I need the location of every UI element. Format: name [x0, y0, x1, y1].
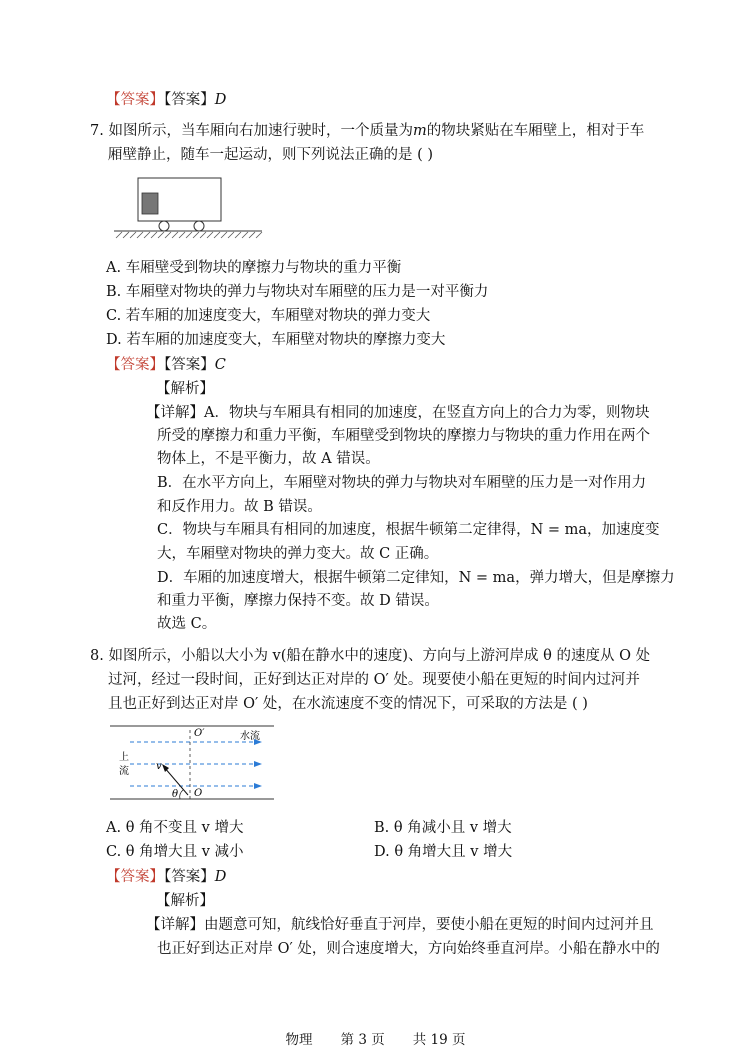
q7-stem-mass: m: [412, 123, 427, 139]
q8-option-b: B. θ 角减小且 v 增大: [374, 820, 512, 836]
wheel-left: [159, 221, 169, 231]
q7-option-a: A. 车厢壁受到物块的摩擦力与物块的重力平衡: [106, 260, 402, 276]
answer-tag: 【答案】: [106, 869, 164, 885]
wheel-right: [194, 221, 204, 231]
q8-analysis-label: 【解析】: [156, 893, 214, 909]
q7-detail-line: 所受的摩擦力和重力平衡，车厢壁受到物块的摩擦力与物块的重力作用在两个: [157, 428, 650, 444]
upstream-label-1: 上: [119, 752, 129, 763]
q7-detail-line: 故选 C。: [157, 616, 217, 632]
answer-tag: 【答案】: [106, 92, 164, 108]
q8-option-a: A. θ 角不变且 v 增大: [106, 820, 244, 836]
answer-label: 【答案】: [164, 357, 215, 373]
footer-subject: 物理: [285, 1032, 313, 1048]
q7-detail-line: D．车厢的加速度增大，根据牛顿第二定律知，N = ma，弹力增大，但是摩擦力: [157, 570, 675, 586]
q8-option-d: D. θ 角增大且 v 增大: [374, 844, 513, 860]
answer-label: 【答案】: [164, 92, 215, 108]
q8-stem-line3: 且也正好到达正对岸 O′ 处，在水流速度不变的情况下，可采取的方法是 ( ): [108, 696, 588, 712]
flow-label: 水流: [240, 731, 260, 742]
q7-stem-line2: 厢壁静止，随车一起运动，则下列说法正确的是 ( ): [108, 147, 434, 163]
q7-stem-line1: [90, 121, 644, 141]
q7-truck-figure: [112, 176, 268, 240]
answer-value: C: [214, 357, 226, 373]
q7-detail-line: 和重力平衡，摩擦力保持不变。故 D 错误。: [157, 593, 439, 609]
theta-arc: [180, 790, 183, 799]
q8-detail-line: 也正好到达正对岸 O′ 处，则合速度增大，方向始终垂直河岸。小船在静水中的: [157, 941, 660, 957]
o-label: O: [194, 788, 203, 799]
block-mass: [142, 193, 158, 214]
q8-river-figure: [108, 722, 278, 804]
theta-label: θ: [172, 789, 179, 800]
footer-total: 共 19 页: [412, 1032, 466, 1048]
q7-detail-line: 大，车厢壁对物块的弹力变大。故 C 正确。: [157, 546, 439, 562]
q7-detail-line: 【详解】A．物块与车厢具有相同的加速度，在竖直方向上的合力为零，则物块: [146, 405, 650, 421]
page-footer: [0, 1028, 751, 1048]
q8-option-c: C. θ 角增大且 v 减小: [106, 844, 244, 860]
answer-label: 【答案】: [164, 869, 215, 885]
q7-option-d: D. 若车厢的加速度变大，车厢壁对物块的摩擦力变大: [106, 332, 446, 348]
answer-value: D: [214, 92, 227, 108]
answer-value: D: [214, 869, 227, 885]
top-answer-line: [106, 90, 226, 110]
q8-stem-line2: 过河，经过一段时间，正好到达正对岸的 O′ 处。现要使小船在更短的时间内过河并: [108, 672, 640, 688]
flow-lines: [130, 742, 256, 786]
q7-detail-line: 和反作用力。故 B 错误。: [157, 499, 322, 515]
q7-option-c: C. 若车厢的加速度变大，车厢壁对物块的弹力变大: [106, 308, 431, 324]
o-prime-label: O′: [194, 728, 205, 739]
q8-answer-line: [106, 867, 226, 887]
answer-tag: 【答案】: [106, 357, 164, 373]
q7-analysis-label: 【解析】: [156, 381, 214, 397]
q8-stem-line1: 8. 如图所示，小船以大小为 v(船在静水中的速度)、方向与上游河岸成 θ 的速度从 O 处: [90, 648, 651, 664]
q7-stem-text-b: 的物块紧贴在车厢壁上，相对于车: [426, 123, 645, 139]
q7-stem-text: 7. 如图所示，当车厢向右加速行驶时，一个质量为: [90, 123, 413, 139]
velocity-arrowhead: [162, 764, 169, 772]
footer-page: 第 3 页: [340, 1032, 385, 1048]
q7-answer-line: [106, 355, 226, 375]
q7-detail-line: 物体上，不是平衡力，故 A 错误。: [157, 451, 380, 467]
flow-arrowheads: [254, 739, 262, 789]
q8-detail-line: 【详解】由题意可知，航线恰好垂直于河岸，要使小船在更短的时间内过河并且: [146, 917, 654, 933]
upstream-label-2: 流: [119, 766, 129, 777]
q7-option-b: B. 车厢壁对物块的弹力与物块对车厢壁的压力是一对平衡力: [106, 284, 489, 300]
q7-detail-line: C．物块与车厢具有相同的加速度，根据牛顿第二定律得，N = ma，加速度变: [157, 522, 660, 538]
v-label: v: [156, 761, 162, 772]
ground-hatch: [116, 232, 262, 238]
q7-detail-line: B．在水平方向上，车厢壁对物块的弹力与物块对车厢壁的压力是一对作用力: [157, 475, 647, 491]
